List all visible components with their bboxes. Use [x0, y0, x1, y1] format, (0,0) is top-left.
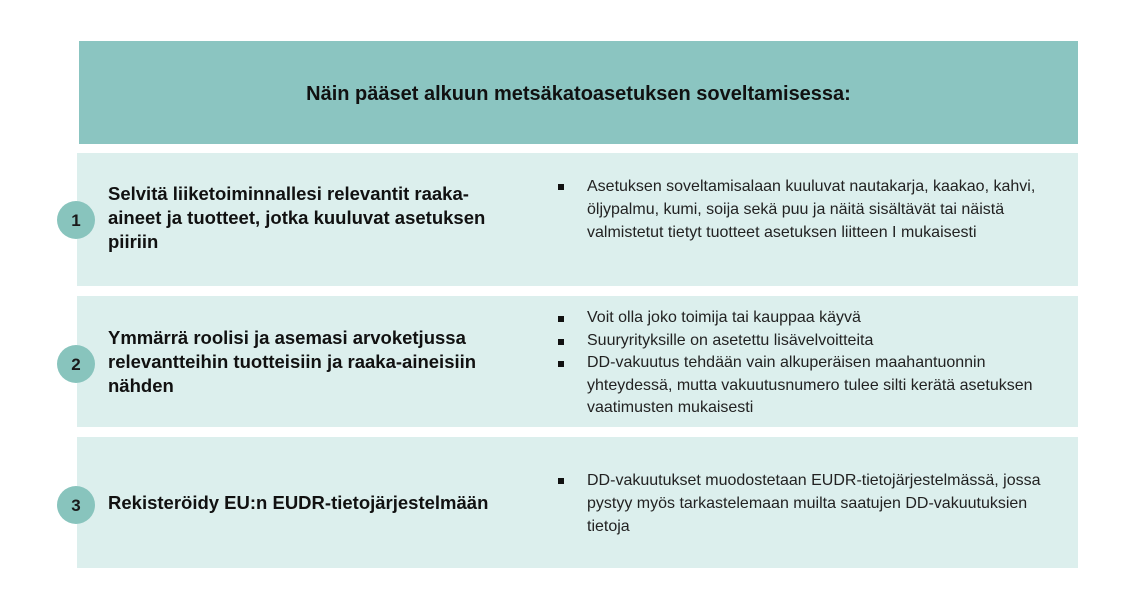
- step-number-badge-1: 1: [57, 201, 95, 239]
- bullet-text: Asetuksen soveltamisalaan kuuluvat nautakarja, kaakao, kahvi, öljypalmu, kumi, soija sekä puu ja näitä sisältävät tai näistä valmistetut tietyt tuotteet asetuksen liitteen I mukaisesti: [587, 178, 1036, 241]
- bullet-item: [556, 469, 1056, 538]
- step-title-1: Selvitä liiketoiminnallesi relevantit raaka-aineet ja tuotteet, jotka kuuluvat asetuksen piiriin: [108, 183, 486, 252]
- bullet-text: DD-vakuutus tehdään vain alkuperäisen maahantuonnin yhteydessä, mutta vakuutusnumero tulee silti kerätä asetuksen vaatimusten mukaisesti: [587, 354, 1033, 416]
- square-bullet-icon: [558, 184, 564, 190]
- bullet-item: [556, 330, 1056, 353]
- square-bullet-icon: [558, 361, 564, 367]
- step-number-badge-2: 2: [57, 345, 95, 383]
- step-bullets-3: [556, 469, 1056, 538]
- bullet-item: [556, 175, 1056, 244]
- bullet-text: DD-vakuutukset muodostetaan EUDR-tietojärjestelmässä, jossa pystyy myös tarkastelemaan muilta saatujen DD-vakuutuksien tietoja: [587, 472, 1041, 535]
- bullet-text: Voit olla joko toimija tai kauppaa käyvä: [587, 309, 861, 326]
- bullet-text: Suuryrityksille on asetettu lisävelvoitteita: [587, 331, 874, 349]
- step-bullets-1: [556, 175, 1056, 244]
- bullet-item: [556, 352, 1056, 420]
- step-title-2: Ymmärrä roolisi ja asemasi arvoketjussa relevantteihin tuotteisiin ja raaka-aineisiin nähden: [108, 327, 477, 396]
- bullet-item: [556, 307, 1056, 330]
- page-title: Näin pääset alkuun metsäkatoasetuksen soveltamisessa:: [306, 83, 851, 105]
- step-bullets-2: [556, 307, 1056, 420]
- header-banner: [79, 41, 1078, 144]
- square-bullet-icon: [558, 316, 564, 322]
- square-bullet-icon: [558, 478, 564, 484]
- step-title-3: Rekisteröidy EU:n EUDR-tietojärjestelmään: [108, 492, 489, 513]
- step-number-badge-3: 3: [57, 486, 95, 524]
- square-bullet-icon: [558, 339, 564, 345]
